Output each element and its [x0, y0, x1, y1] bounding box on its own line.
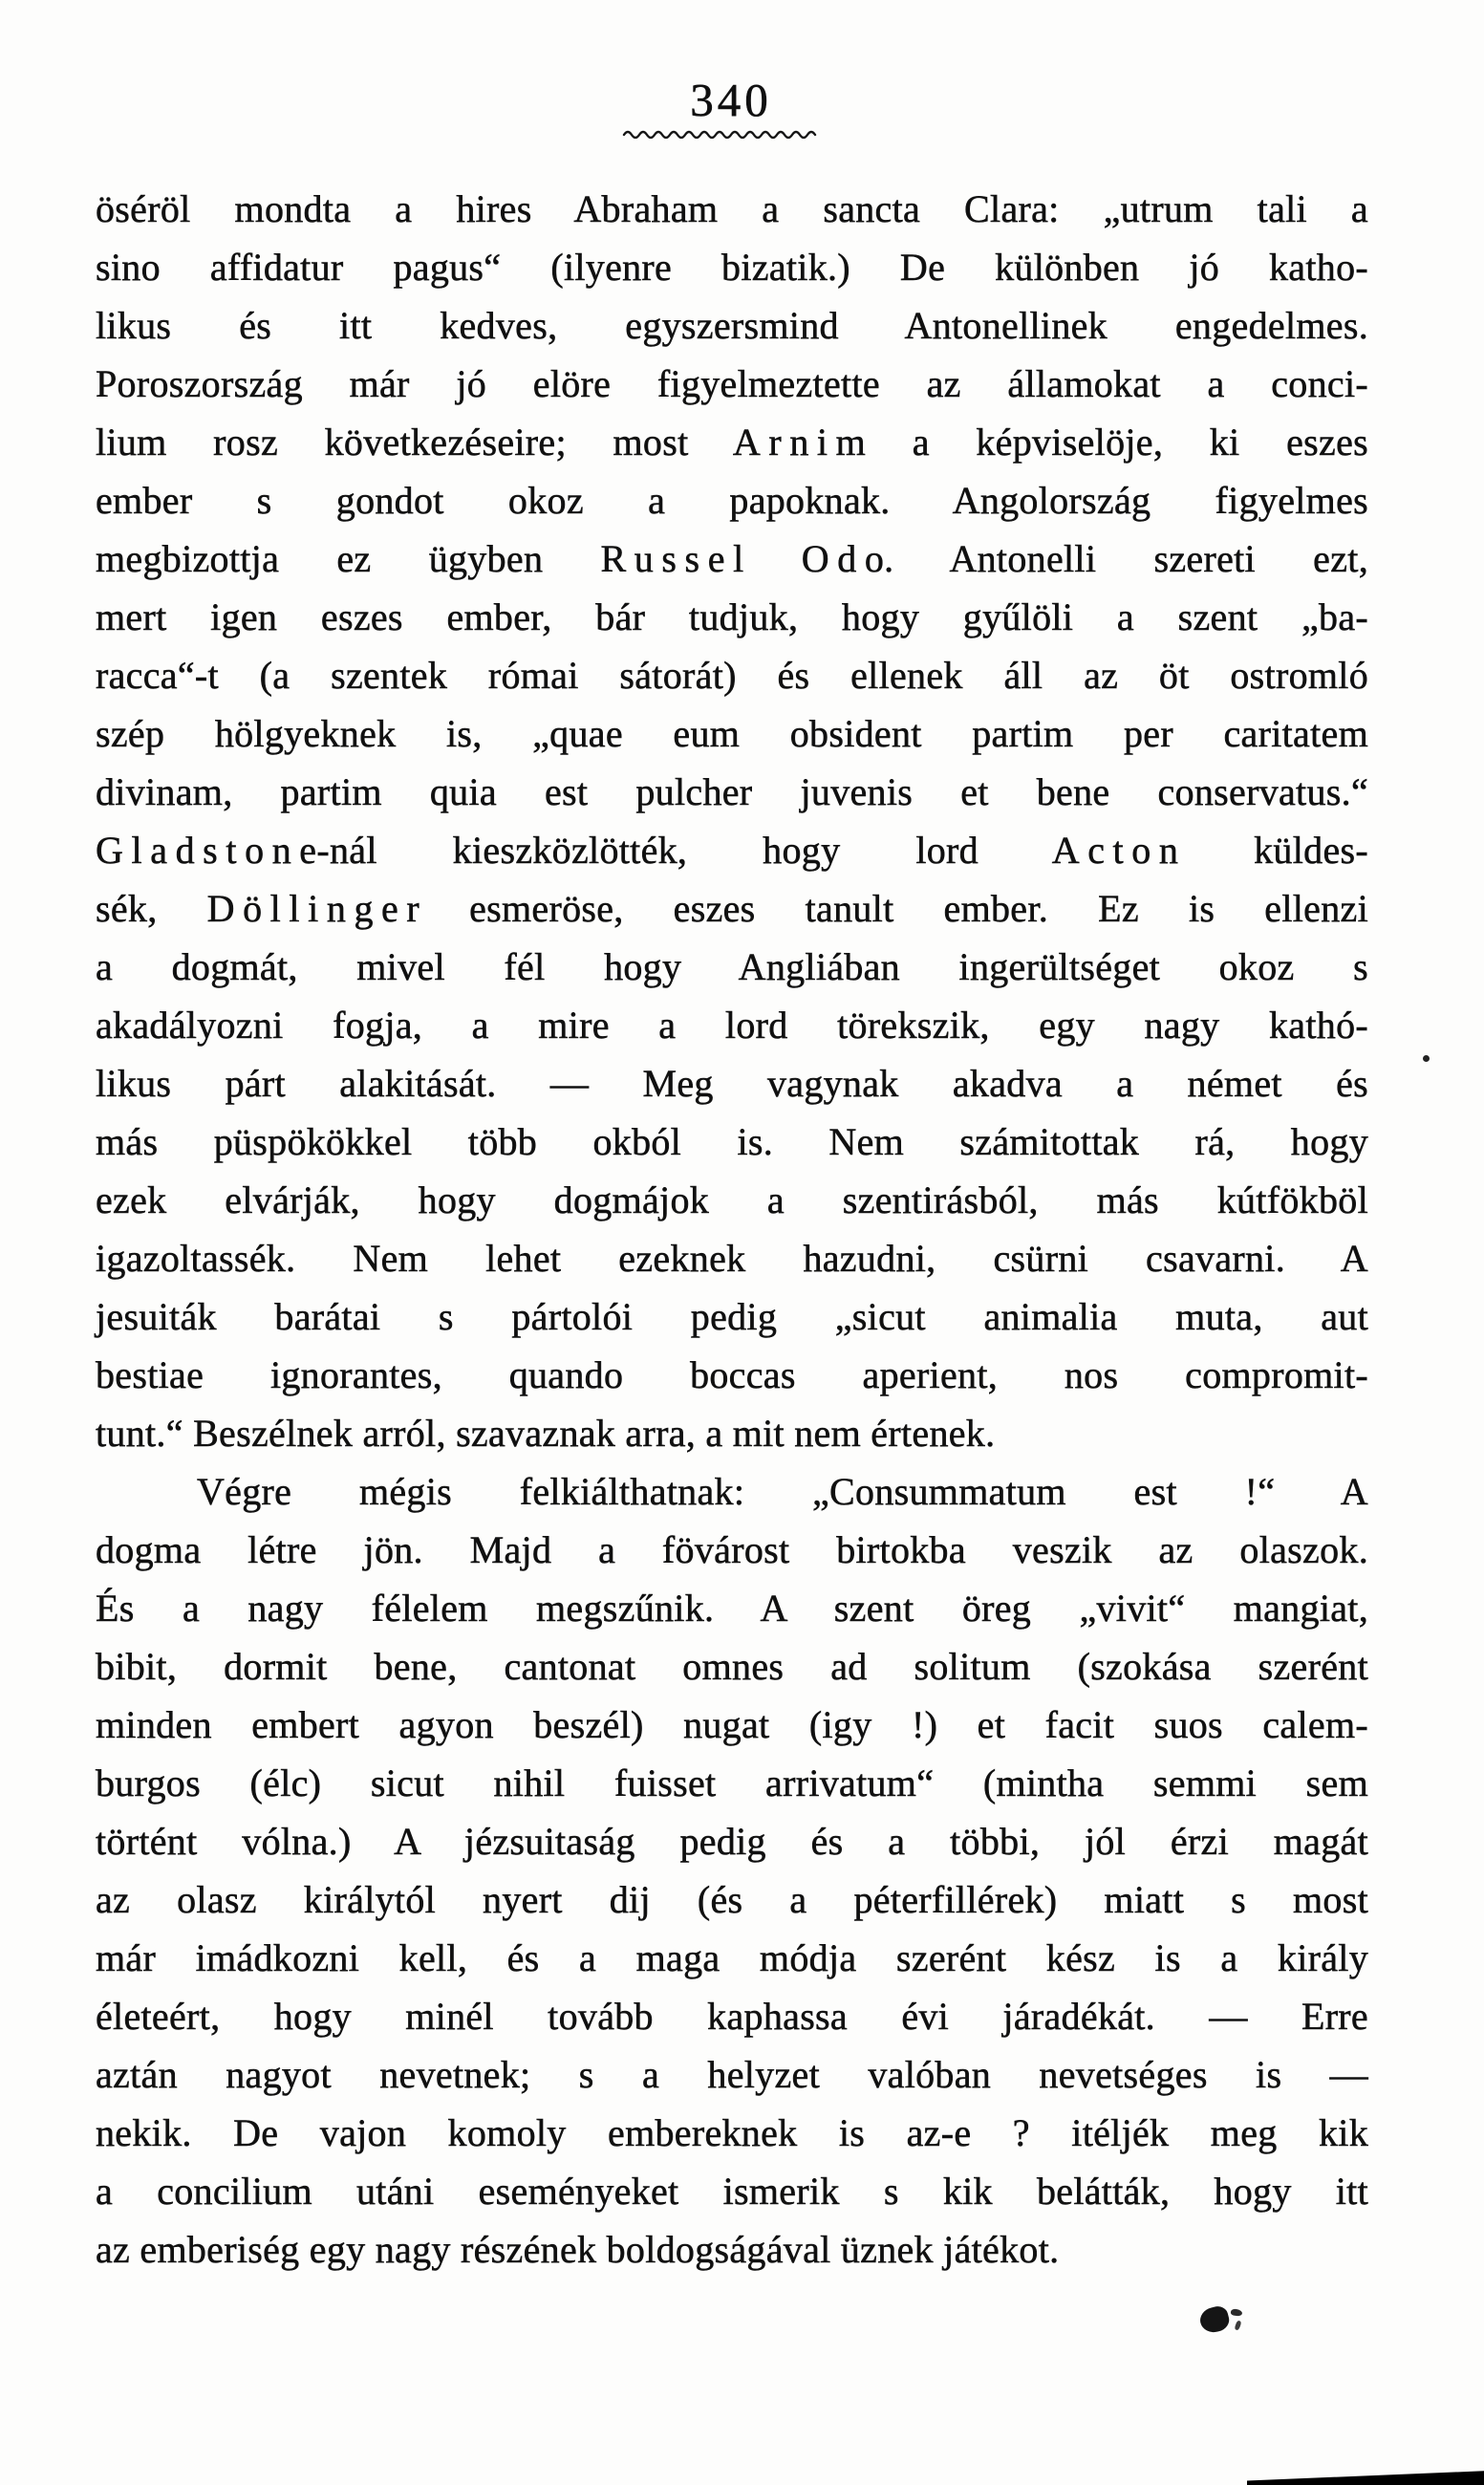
- text-line: bestiae ignorantes, quando boccas aperient, nos compromit-: [96, 1353, 1368, 1396]
- text-line: nekik. De vajon komoly embereknek is az-e ? itéljék meg kik: [96, 2111, 1368, 2154]
- text-line: az olasz királytól nyert dij (és a péterfillérek) miatt s most: [96, 1878, 1368, 1921]
- text-line: burgos (élc) sicut nihil fuisset arrivatum“ (mintha semmi sem: [96, 1761, 1368, 1804]
- text-line: öséröl mondta a hires Abraham a sancta Clara: „utrum tali a: [96, 187, 1368, 230]
- text-line: megbizottja ez ügyben R u s s e l O d o. Antonelli szereti ezt,: [96, 537, 1368, 580]
- wavy-rule-icon: [621, 125, 822, 140]
- stray-ink-dot-icon: [1423, 1055, 1430, 1062]
- text-line: az emberiség egy nagy részének boldogságával üznek játékot.: [96, 2228, 1060, 2271]
- text-line: És a nagy félelem megszűnik. A szent öreg „vivit“ mangiat,: [96, 1587, 1368, 1630]
- text-line: lium rosz következéseire; most A r n i m a képviselöje, ki eszes: [96, 421, 1368, 464]
- text-line: más püspökökkel több okból is. Nem számitottak rá, hogy: [96, 1120, 1368, 1163]
- text-line: szép hölgyeknek is, „quae eum obsident partim per caritatem: [96, 712, 1368, 755]
- text-line: Poroszország már jó elöre figyelmeztette az államokat a conci-: [96, 362, 1368, 405]
- text-line: aztán nagyot nevetnek; s a helyzet valóban nevetséges is —: [96, 2053, 1368, 2096]
- text-line: likus párt alakitását. — Meg vagynak akadva a német és: [96, 1062, 1368, 1105]
- ink-speck-icon: [1231, 2308, 1243, 2317]
- text-line: a concilium utáni eseményeket ismerik s kik belátták, hogy itt: [96, 2170, 1368, 2213]
- text-line: igazoltassék. Nem lehet ezeknek hazudni, csürni csavarni. A: [96, 1237, 1368, 1280]
- text-line: életeért, hogy minél tovább kaphassa évi járadékát. — Erre: [96, 1995, 1368, 2038]
- text-line: minden embert agyon beszél) nugat (igy !) et facit suos calem-: [96, 1703, 1368, 1746]
- text-block: [96, 180, 1368, 2279]
- page-number: 340: [690, 74, 772, 126]
- ink-speck-icon: [1234, 2320, 1241, 2330]
- text-line: bibit, dormit bene, cantonat omnes ad solitum (szokása szerént: [96, 1645, 1368, 1688]
- ink-smudge-icon: [1197, 2304, 1231, 2335]
- text-line: sino affidatur pagus“ (ilyenre bizatik.) De különben jó katho-: [96, 246, 1368, 289]
- text-line: ember s gondot okoz a papoknak. Angolország figyelmes: [96, 479, 1368, 522]
- text-line: már imádkozni kell, és a maga módja szerént kész is a király: [96, 1936, 1368, 1979]
- text-line: akadályozni fogja, a mire a lord törekszik, egy nagy kathó-: [96, 1004, 1368, 1047]
- text-line: G l a d s t o n e-nál kieszközlötték, hogy lord A c t o n küldes-: [96, 829, 1368, 872]
- text-line: racca“-t (a szentek római sátorát) és ellenek áll az öt ostromló: [96, 654, 1368, 697]
- text-line: a dogmát, mivel fél hogy Angliában ingerültséget okoz s: [96, 945, 1368, 988]
- text-line: történt vólna.) A jézsuitaság pedig és a többi, jól érzi magát: [96, 1820, 1368, 1863]
- text-line: ezek elvárják, hogy dogmájok a szentirásból, más kútfökböl: [96, 1178, 1368, 1221]
- scan-edge-artifact: [1247, 2470, 1484, 2485]
- text-line: divinam, partim quia est pulcher juvenis et bene conservatus.“: [96, 770, 1368, 813]
- text-line: dogma létre jön. Majd a fövárost birtokba veszik az olaszok.: [96, 1528, 1368, 1571]
- text-line: likus és itt kedves, egyszersmind Antonellinek engedelmes.: [96, 304, 1368, 347]
- text-line: mert igen eszes ember, bár tudjuk, hogy gyűlöli a szent „ba-: [96, 595, 1368, 638]
- text-line: tunt.“ Beszélnek arról, szavaznak arra, a mit nem értenek.: [96, 1412, 996, 1455]
- text-line: Végre mégis felkiálthatnak: „Consummatum est !“ A: [197, 1470, 1368, 1513]
- text-line: sék, D ö l l i n g e r esmeröse, eszes tanult ember. Ez is ellenzi: [96, 887, 1368, 930]
- text-line: jesuiták barátai s pártolói pedig „sicut animalia muta, aut: [96, 1295, 1368, 1338]
